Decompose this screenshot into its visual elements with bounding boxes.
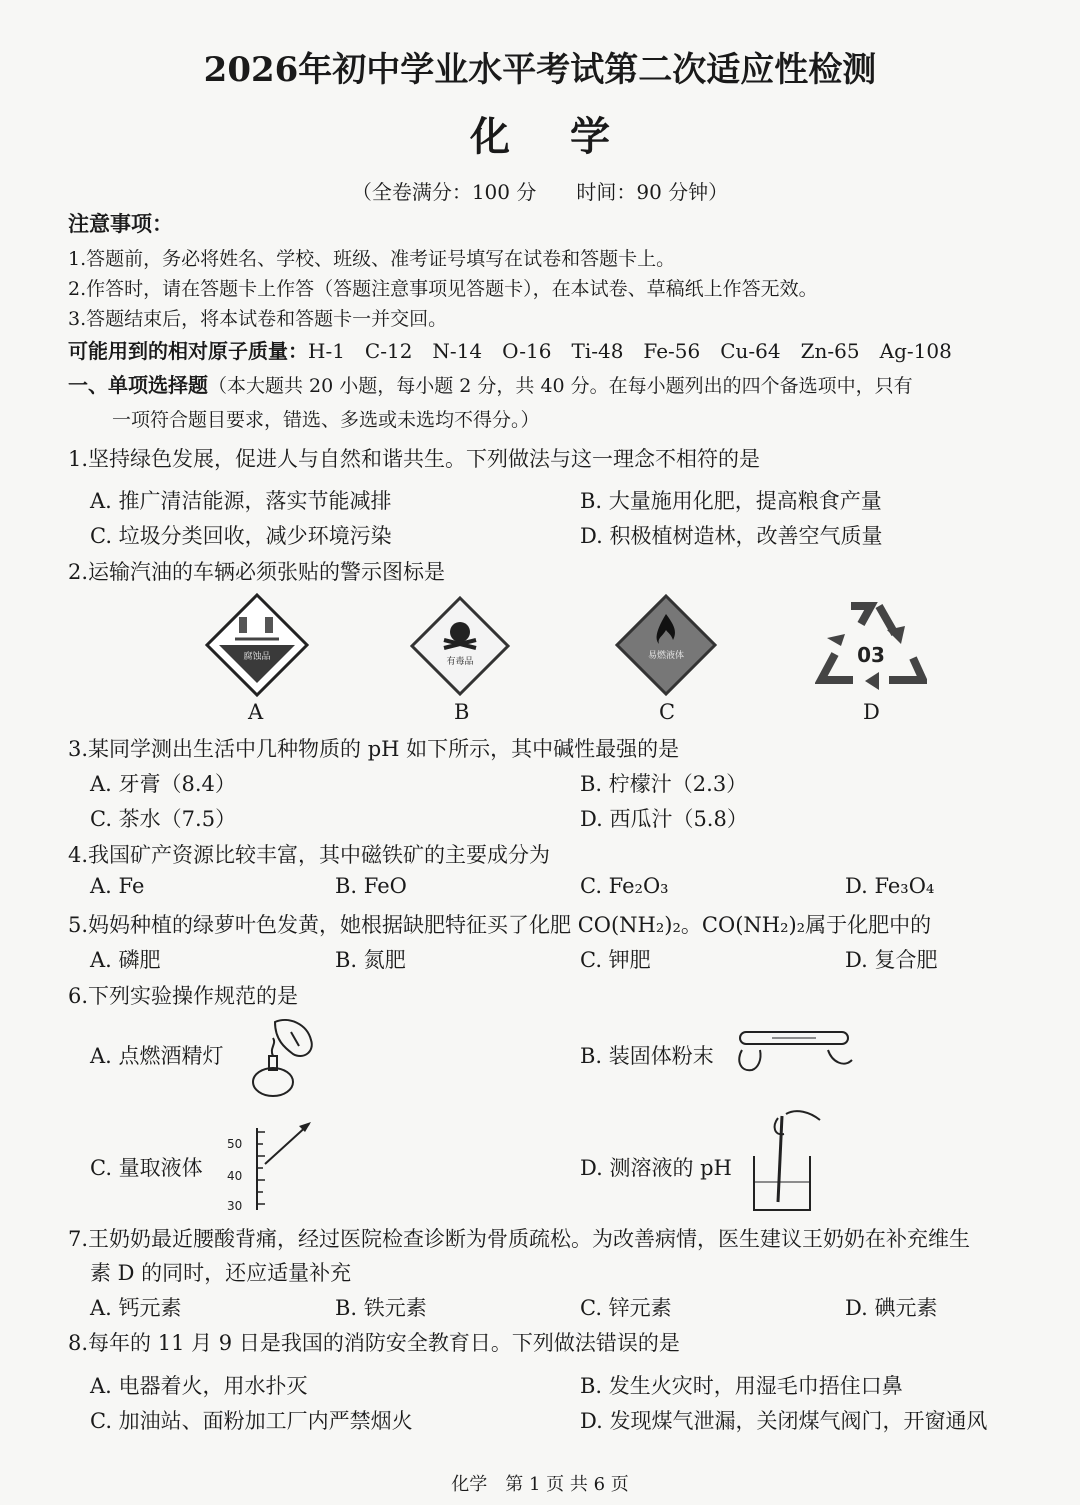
exam-info: （全卷满分：100 分 时间：90 分钟） bbox=[351, 180, 729, 204]
q7-stem-line-1: 7.王奶奶最近腰酸背痛，经过医院检查诊断为骨质疏松。为改善病情，医生建议王奶奶在补充维生 bbox=[68, 1227, 971, 1251]
alcohol-lamp-illustration-icon bbox=[245, 1012, 325, 1102]
q3-stem: 3.某同学测出生活中几种物质的 pH 如下所示，其中碱性最强的是 bbox=[68, 737, 680, 761]
toxic-sign-icon bbox=[410, 596, 510, 696]
q7-option-d: D. 碘元素 bbox=[845, 1296, 938, 1320]
exam-title: 2026年初中学业水平考试第二次适应性检测 bbox=[203, 50, 877, 90]
section-1-desc: （本大题共 20 小题，每小题 2 分，共 40 分。在每小题列出的四个备选项中，只有 bbox=[208, 375, 913, 397]
q4-option-a: A. Fe bbox=[90, 874, 145, 898]
q3-option-a: A. 牙膏（8.4） bbox=[90, 772, 236, 796]
q8-option-b: B. 发生火灾时，用湿毛巾捂住口鼻 bbox=[580, 1374, 903, 1398]
sign-d-text: 03 bbox=[857, 643, 885, 667]
atomic-mass-values: H-1 C-12 N-14 O-16 Ti-48 Fe-56 Cu-64 Zn-65 Ag-108 bbox=[308, 339, 952, 363]
q8-option-a: A. 电器着火，用水扑灭 bbox=[90, 1374, 308, 1398]
q8-option-d: D. 发现煤气泄漏，关闭煤气阀门，开窗通风 bbox=[580, 1409, 988, 1433]
powder-loading-illustration-icon bbox=[732, 1020, 858, 1076]
q3-option-c: C. 茶水（7.5） bbox=[90, 807, 237, 831]
q1-stem: 1.坚持绿色发展，促进人与自然和谐共生。下列做法与这一理念不相符的是 bbox=[68, 447, 761, 471]
q7-option-b: B. 铁元素 bbox=[335, 1296, 427, 1320]
atomic-mass-label: 可能用到的相对原子质量： bbox=[68, 339, 308, 363]
q6-stem: 6.下列实验操作规范的是 bbox=[68, 984, 299, 1008]
q8-stem: 8.每年的 11 月 9 日是我国的消防安全教育日。下列做法错误的是 bbox=[68, 1331, 680, 1355]
q7-option-a: A. 钙元素 bbox=[90, 1296, 182, 1320]
notice-item-2: 2.作答时，请在答题卡上作答（答题注意事项见答题卡），在本试卷、草稿纸上作答无效。 bbox=[68, 278, 818, 300]
q4-stem: 4.我国矿产资源比较丰富，其中磁铁矿的主要成分为 bbox=[68, 843, 551, 867]
section-1-desc-2: 一项符合题目要求，错选、多选或未选均不得分。） bbox=[112, 409, 540, 431]
notice-item-1: 1.答题前，务必将姓名、学校、班级、准考证号填写在试卷和答题卡上。 bbox=[68, 248, 676, 270]
q4-option-d: D. Fe₃O₄ bbox=[845, 874, 935, 898]
q5-stem: 5.妈妈种植的绿萝叶色发黄，她根据缺肥特征买了化肥 CO(NH₂)₂。CO(NH₂)₂属于化肥中的 bbox=[68, 913, 932, 937]
graduated-cylinder-illustration-icon bbox=[225, 1118, 315, 1214]
sign-b-text: 有毒品 bbox=[446, 657, 474, 667]
q5-option-a: A. 磷肥 bbox=[90, 948, 161, 972]
q2-stem: 2.运输汽油的车辆必须张贴的警示图标是 bbox=[68, 560, 446, 584]
q1-option-a: A. 推广清洁能源，落实节能减排 bbox=[90, 489, 392, 513]
q4-option-c: C. Fe₂O₃ bbox=[580, 874, 669, 898]
q3-option-d: D. 西瓜汁（5.8） bbox=[580, 807, 748, 831]
q2-option-a: A bbox=[248, 700, 264, 724]
q6-option-c: C. 量取液体 bbox=[90, 1156, 203, 1180]
q3-option-b: B. 柠檬汁（2.3） bbox=[580, 772, 748, 796]
q5-option-b: B. 氮肥 bbox=[335, 948, 406, 972]
q6-option-b: B. 装固体粉末 bbox=[580, 1044, 714, 1068]
q1-option-c: C. 垃圾分类回收，减少环境污染 bbox=[90, 524, 392, 548]
q2-option-c: C bbox=[659, 700, 676, 724]
subject-title: 化学 bbox=[470, 113, 670, 160]
cylinder-tick-40: 40 bbox=[227, 1169, 243, 1183]
atomic-mass-line bbox=[68, 335, 952, 364]
q2-option-b: B bbox=[454, 700, 470, 724]
cylinder-tick-30: 30 bbox=[227, 1199, 243, 1213]
q5-option-d: D. 复合肥 bbox=[845, 948, 938, 972]
ph-test-illustration-icon bbox=[738, 1106, 828, 1216]
q7-stem-line-2: 素 D 的同时，还应适量补充 bbox=[90, 1261, 352, 1285]
notice-heading: 注意事项： bbox=[68, 212, 173, 236]
sign-a-text: 腐蚀品 bbox=[243, 652, 271, 662]
q7-option-c: C. 锌元素 bbox=[580, 1296, 672, 1320]
notice-item-3: 3.答题结束后，将本试卷和答题卡一并交回。 bbox=[68, 308, 448, 330]
q5-option-c: C. 钾肥 bbox=[580, 948, 651, 972]
recycle-sign-icon bbox=[815, 598, 927, 694]
flammable-sign-icon bbox=[615, 594, 717, 696]
sign-c-text: 易燃液体 bbox=[647, 651, 685, 661]
q4-option-b: B. FeO bbox=[335, 874, 407, 898]
page-footer: 化学 第 1 页 共 6 页 bbox=[451, 1474, 629, 1495]
q2-option-d: D bbox=[863, 700, 880, 724]
q8-option-c: C. 加油站、面粉加工厂内严禁烟火 bbox=[90, 1409, 413, 1433]
q1-option-b: B. 大量施用化肥，提高粮食产量 bbox=[580, 489, 882, 513]
cylinder-tick-50: 50 bbox=[227, 1137, 243, 1151]
section-1-heading: 一、单项选择题 bbox=[68, 373, 208, 397]
q1-option-d: D. 积极植树造林，改善空气质量 bbox=[580, 524, 883, 548]
q6-option-a: A. 点燃酒精灯 bbox=[90, 1044, 224, 1068]
q6-option-d: D. 测溶液的 pH bbox=[580, 1156, 732, 1180]
corrosive-sign-icon bbox=[205, 593, 309, 697]
section-1-line-1 bbox=[68, 369, 913, 398]
